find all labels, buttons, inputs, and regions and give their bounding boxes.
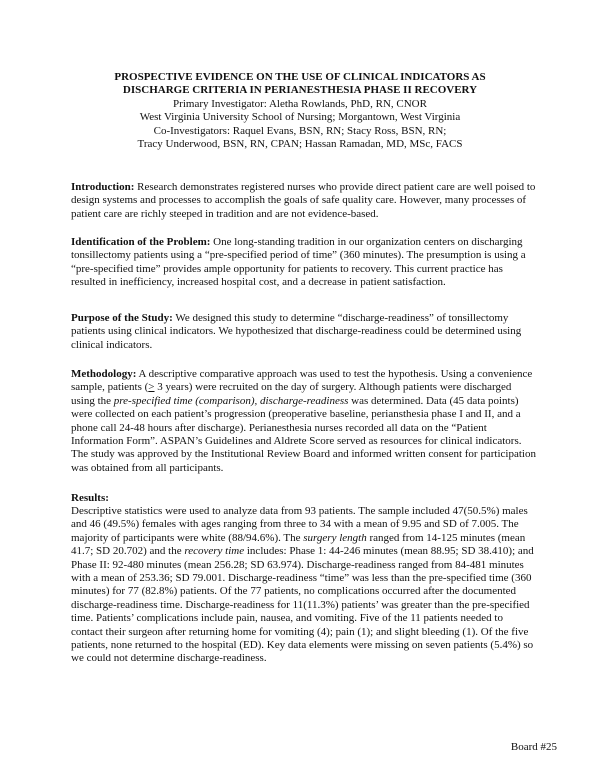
greater-equal-symbol: > bbox=[148, 381, 155, 394]
results-text-1: Descriptive statistics were used to analyze data from 93 patients. The sample included 47(50.5%) males and 46 (49.5%) females with ages ranging from three to 34 with a mean of 9.95 and SD of 7.005. The majority of participants were white (88/94.6%). The bbox=[71, 505, 528, 544]
primary-investigator: Primary Investigator: Aletha Rowlands, PhD, RN, CNOR bbox=[173, 97, 427, 110]
problem-section bbox=[71, 236, 536, 290]
introduction-heading: Introduction: bbox=[71, 181, 135, 193]
results-text-3: includes: Phase 1: 44-246 minutes (mean 88.95; SD 38.410); and Phase II: 92-480 minutes (mean 256.28; SD 63.974). Discharge-readiness ranged from 84-481 minutes with a mean of 253.36; SD 79.001. Discharge-readiness “time” was less than the pre-specified time (360 minutes) for 77 (82.8%) patients. Of the 77 patients, no complications occurred after the documented discharge-readiness time. Discharge-readiness for 11(11.3%) patients’ was greater than the pre-specified time. Patients’ complications include pain, nausea, and vomiting. Five of the 11 patients needed to contact their surgeon after returning home for vomiting (4); pain (1); and slight bleeding (1). Of the five patients, none returned to the hospital (ED). Key data elements were missing on seven patients (5.4%) so we could not determine discharge-readiness. bbox=[71, 545, 534, 665]
title-line-2: DISCHARGE CRITERIA IN PERIANESTHESIA PHASE II RECOVERY bbox=[122, 84, 478, 97]
introduction-text: Research demonstrates registered nurses who provide direct patient care are well poised to design systems and processes to accomplish the goals of safe quality care. However, many processes of patient care are richly steeped in tradition and are not evidence-based. bbox=[71, 181, 536, 220]
co-investigators-line-1: Co-Investigators: Raquel Evans, BSN, RN; Stacy Ross, BSN, RN; bbox=[153, 124, 447, 137]
affiliation: West Virginia University School of Nursing; Morgantown, West Virginia bbox=[139, 111, 461, 124]
results-italic-recovery-time: recovery time bbox=[184, 545, 245, 558]
methodology-heading: Methodology: bbox=[71, 368, 137, 380]
problem-text: One long-standing tradition in our organization centers on discharging tonsillectomy patients using a “pre-specified period of time” (360 minutes). The presumption is using a “pre-specified time” provides ample opportunity for patients to recovery. This current practice has resulted in inefficiency, increased hospital cost, and a decrease in patient satisfaction. bbox=[71, 236, 526, 289]
methodology-section bbox=[71, 368, 536, 475]
methodology-italic-1: pre-specified time (comparison), discharge-readiness bbox=[113, 394, 349, 407]
results-heading-row bbox=[71, 492, 536, 505]
document-header bbox=[40, 71, 560, 151]
methodology-text-3: was determined. Data (45 data points) were collected on each patient’s progression (preoperative baseline, periansthesia phase I and II, and a phone call 24-48 hours after discharge). Perianesthesia nurses recorded all data on the “Patient Information Form”. ASPAN’s Guidelines and Aldrete Score served as resources for clinical indicators. The study was approved by the Institutional Review Board and informed written consent for participation was obtained from all participants. bbox=[71, 394, 536, 474]
results-section bbox=[71, 505, 536, 666]
introduction-section bbox=[71, 181, 536, 221]
title-line-1: PROSPECTIVE EVIDENCE ON THE USE OF CLINICAL INDICATORS AS bbox=[114, 71, 486, 83]
co-investigators-line-2: Tracy Underwood, BSN, RN, CPAN; Hassan Ramadan, MD, MSc, FACS bbox=[137, 138, 463, 151]
purpose-text: We designed this study to determine “discharge-readiness” of tonsillectomy patients using clinical indicators. We hypothesized that discharge-readiness could be determined using clinical indicators. bbox=[71, 312, 522, 351]
board-number: Board #25 bbox=[510, 741, 557, 753]
results-italic-surgery-length: surgery length bbox=[303, 531, 367, 544]
methodology-text-1: A descriptive comparative approach was used to test the hypothesis. Using a convenience sample, patients ( bbox=[71, 368, 533, 394]
methodology-text-2: 3 years) were recruited on the day of surgery. Although patients were discharged using the bbox=[71, 381, 512, 407]
results-text-2: ranged from 14-125 minutes (mean 41.7; SD 20.702) and the bbox=[71, 531, 526, 558]
purpose-section bbox=[71, 312, 536, 352]
problem-heading: Identification of the Problem: bbox=[71, 236, 211, 248]
purpose-heading: Purpose of the Study: bbox=[71, 312, 173, 324]
results-heading: Results: bbox=[71, 492, 109, 504]
